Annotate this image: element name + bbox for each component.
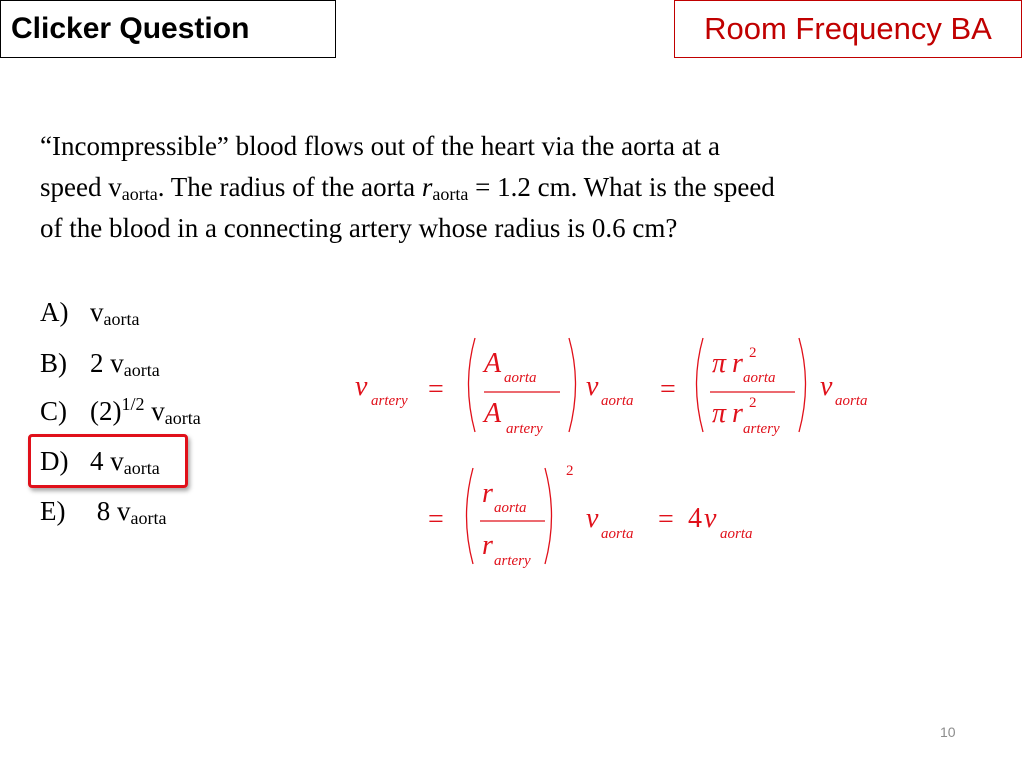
eq-four: 4 xyxy=(688,503,702,534)
choice-text: (2) xyxy=(90,396,122,426)
eq-A-top: A xyxy=(484,348,502,379)
choice-label: C) xyxy=(40,396,67,426)
eq-square-bottom: 2 xyxy=(749,395,757,411)
eq-sub-aorta: aorta xyxy=(720,526,753,542)
q-text-part: . The radius of the aorta xyxy=(157,172,422,202)
q-text-part: speed v xyxy=(40,172,122,202)
eq-equals-3: = xyxy=(428,504,444,535)
eq-r-bottom: r xyxy=(732,398,743,429)
eq-A-bottom: A xyxy=(484,398,502,429)
choice-text: v xyxy=(144,396,165,426)
eq-v-artery: v xyxy=(355,371,368,402)
eq-r-top-2: r xyxy=(482,478,493,509)
eq-r-bottom-2: r xyxy=(482,530,493,561)
choice-subscript: aorta xyxy=(130,508,167,528)
paren-left-1 xyxy=(469,338,476,432)
slide-title: Clicker Question xyxy=(0,0,336,58)
choice-text: 4 v xyxy=(90,446,124,476)
eq-equals-2: = xyxy=(660,374,676,405)
paren-left-3 xyxy=(467,468,474,564)
room-frequency-label: Room Frequency BA xyxy=(674,0,1022,58)
eq-sub-artery: artery xyxy=(743,421,780,437)
eq-sub-aorta: aorta xyxy=(835,393,868,409)
eq-square-outer: 2 xyxy=(566,463,574,479)
eq-equals-4: = xyxy=(658,504,674,535)
page-number: 10 xyxy=(940,724,956,740)
eq-sub-aorta: aorta xyxy=(601,526,634,542)
q-text-part: = 1.2 cm. What is the speed xyxy=(468,172,775,202)
eq-sub-artery: artery xyxy=(494,553,531,569)
choice-label: D) xyxy=(40,446,69,476)
paren-left-2 xyxy=(697,338,704,432)
eq-pi-bottom: π xyxy=(712,398,727,429)
choice-subscript: aorta xyxy=(123,360,160,380)
paren-right-1 xyxy=(569,338,576,432)
choice-subscript: aorta xyxy=(123,458,160,478)
choice-text: 8 v xyxy=(90,496,131,526)
eq-sub-aorta: aorta xyxy=(494,500,527,516)
question-line-3: of the blood in a connecting artery whose radius is 0.6 cm? xyxy=(40,213,678,243)
choice-text: v xyxy=(90,297,104,327)
q-subscript: aorta xyxy=(432,184,469,204)
choice-label: B) xyxy=(40,348,67,378)
eq-sub-aorta: aorta xyxy=(601,393,634,409)
q-subscript: aorta xyxy=(121,184,158,204)
eq-sub-artery: artery xyxy=(371,393,408,409)
eq-equals-1: = xyxy=(428,374,444,405)
choice-label: E) xyxy=(40,496,66,526)
eq-sub-aorta: aorta xyxy=(504,370,537,386)
choice-subscript: aorta xyxy=(164,408,201,428)
eq-pi-top: π xyxy=(712,348,727,379)
eq-v-aorta: v xyxy=(586,371,599,402)
paren-right-3 xyxy=(545,468,552,564)
eq-v-aorta: v xyxy=(820,371,833,402)
eq-v-aorta: v xyxy=(586,503,599,534)
choice-subscript: aorta xyxy=(103,309,140,329)
choice-superscript: 1/2 xyxy=(121,394,145,414)
eq-sub-aorta: aorta xyxy=(743,370,776,386)
question-line-1: “Incompressible” blood flows out of the heart via the aorta at a xyxy=(40,131,721,161)
choice-text: 2 v xyxy=(90,348,124,378)
eq-v-aorta: v xyxy=(704,503,717,534)
paren-right-2 xyxy=(799,338,806,432)
q-italic-r: r xyxy=(421,172,433,202)
eq-sub-artery: artery xyxy=(506,421,543,437)
eq-square-top: 2 xyxy=(749,345,757,361)
choice-label: A) xyxy=(40,297,69,327)
eq-r-top: r xyxy=(732,348,743,379)
